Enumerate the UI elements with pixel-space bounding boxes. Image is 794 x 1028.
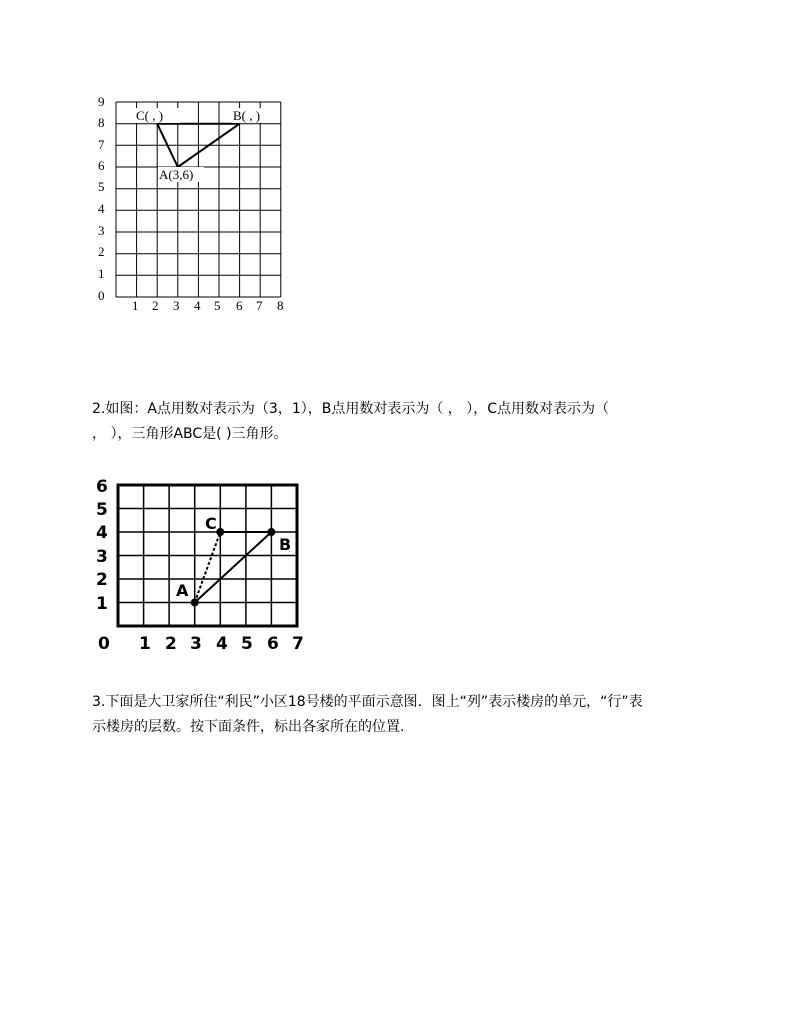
fig2-y-tick: 2 (96, 570, 108, 590)
fig2-label-a: A (176, 581, 189, 600)
fig2-x-tick: 5 (241, 634, 253, 654)
figure-1-gridlines (116, 102, 281, 297)
fig2-y-tick: 0 (98, 634, 110, 654)
fig2-y-tick: 3 (96, 547, 108, 567)
fig2-x-tick: 7 (292, 634, 304, 654)
fig1-y-tick: 9 (98, 94, 105, 109)
question-3-line1: 3.下面是大卫家所住“利民”小区18号楼的平面示意图．图上“列”表示楼房的单元，“行”表 (92, 694, 643, 710)
fig1-x-tick: 7 (256, 298, 263, 313)
fig1-y-tick: 0 (98, 288, 105, 303)
fig2-point-b (267, 528, 275, 536)
question-3-line2: 示楼房的层数。按下面条件，标出各家所在的位置. (92, 719, 405, 735)
fig1-y-tick: 4 (98, 201, 105, 216)
fig2-triangle (195, 532, 272, 603)
fig1-label-a: A(3,6) (159, 167, 194, 182)
fig1-x-tick: 8 (277, 298, 284, 313)
fig1-y-tick: 6 (98, 158, 105, 173)
fig1-y-tick: 3 (98, 223, 105, 238)
fig2-x-tick: 1 (139, 634, 151, 654)
fig1-y-tick: 1 (98, 266, 105, 281)
fig1-y-tick: 2 (98, 244, 105, 259)
question-2-line1: 2.如图：A点用数对表示为（3，1），B点用数对表示为（ ， ），C点用数对表示为（ (92, 401, 610, 417)
fig1-y-tick: 5 (98, 179, 105, 194)
fig1-x-tick: 1 (132, 298, 139, 313)
fig2-gridlines (118, 485, 297, 626)
fig2-label-b: B (279, 535, 292, 554)
fig2-point-c (216, 528, 224, 536)
fig2-label-c: C (205, 514, 217, 533)
fig1-x-tick: 6 (236, 298, 243, 313)
fig1-x-tick: 2 (152, 298, 159, 313)
fig2-x-tick: 6 (267, 634, 279, 654)
fig1-x-tick: 5 (214, 298, 221, 313)
fig2-edge-ab (195, 532, 272, 603)
fig1-x-tick: 3 (173, 298, 180, 313)
fig2-x-tick: 3 (190, 634, 202, 654)
fig2-x-tick: 4 (216, 634, 228, 654)
figure-1-grid (90, 90, 310, 320)
fig1-y-tick: 8 (98, 115, 105, 130)
fig1-label-c: C( , ) (136, 108, 164, 123)
fig1-y-tick: 7 (98, 137, 105, 152)
question-3 (92, 690, 702, 740)
fig2-y-tick: 6 (96, 477, 108, 497)
figure-2-grid (88, 472, 318, 662)
fig2-point-a (191, 599, 199, 607)
question-2-line2: ， ），三角形ABC是( )三角形。 (92, 426, 288, 442)
fig1-label-b: B( , ) (233, 108, 261, 123)
fig1-x-tick: 4 (194, 298, 201, 313)
fig2-y-tick: 1 (96, 594, 108, 614)
question-2 (92, 397, 702, 447)
fig2-y-tick: 4 (96, 523, 108, 543)
fig2-x-tick: 2 (165, 634, 177, 654)
fig2-y-tick: 5 (96, 500, 108, 520)
